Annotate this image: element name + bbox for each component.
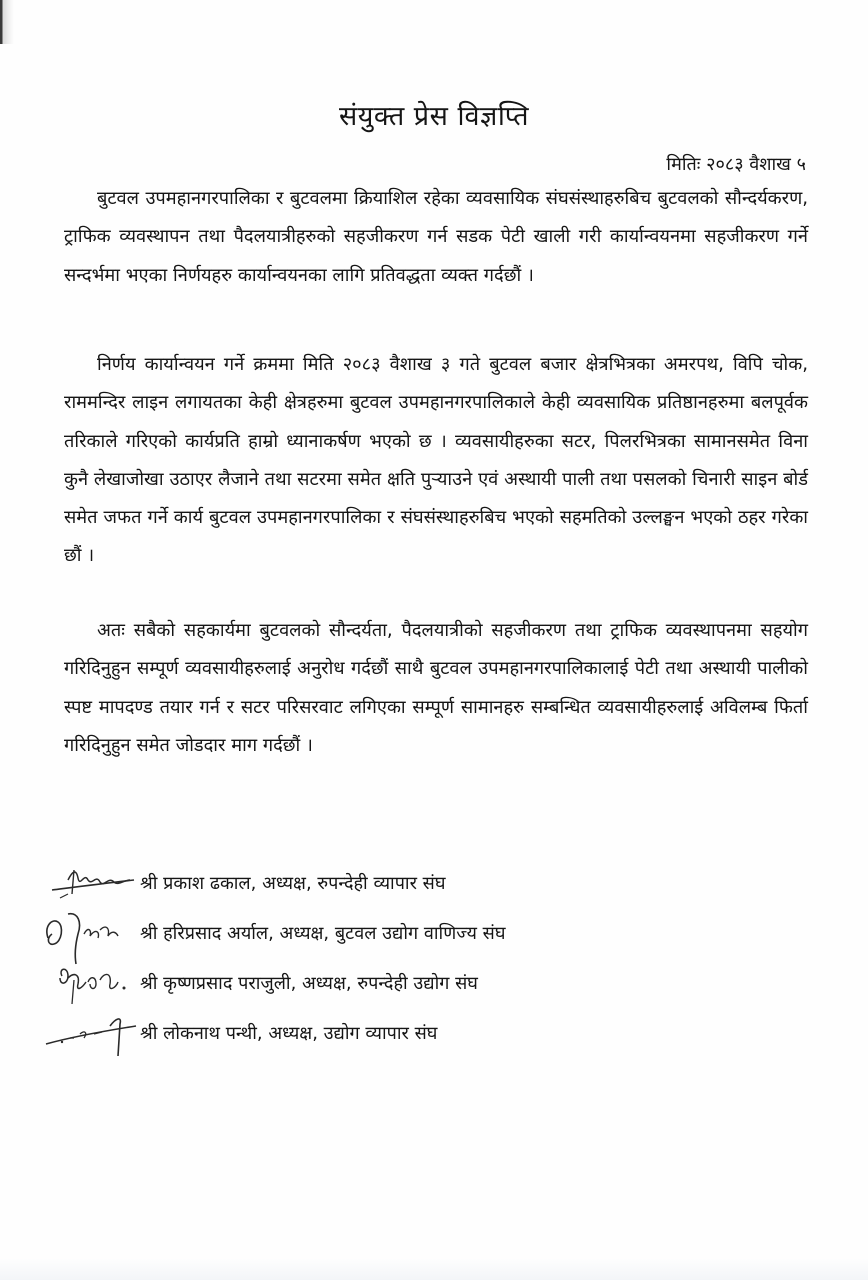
scan-bottom-edge [0,1258,868,1280]
signatory-name: श्री हरिप्रसाद अर्याल, अध्यक्ष, बुटवल उद्योग वाणिज्य संघ [140,923,506,944]
signatories-list [38,858,798,1058]
document-title: संयुक्त प्रेस विज्ञप्ति [338,101,530,132]
signatory-name: श्री प्रकाश ढकाल, अध्यक्ष, रुपन्देही व्यापार संघ [140,873,446,894]
handwritten-signature [38,908,136,958]
scan-edge-shadow [0,0,14,44]
body-paragraph: निर्णय कार्यान्वयन गर्ने क्रममा मिति २०८३ वैशाख ३ गते बुटवल बजार क्षेत्रभित्रका अमरपथ, विपि चोक, राममन्दिर लाइन लगायतका केही क्षेत्रहरुमा बुटवल उपमहानगरपालिकाले केही व्यवसायिक प्रतिष्ठानहरुमा बलपूर्वक तरिकाले गरिएको कार्यप्रति हाम्रो ध्यानाकर्षण भएको छ । व्यवसायीहरुका सटर, पिलरभित्रका सामानसमेत विना कुनै लेखाजोखा उठाएर लैजाने तथा सटरमा समेत क्षति पुऱ्याउने एवं अस्थायी पाली तथा पसलको चिनारी साइन बोर्ड समेत जफत गर्ने कार्य बुटवल उपमहानगरपालिका र संघसंस्थाहरुबिच भएको सहमतिको उल्लङ्घन भएको ठहर गरेका छौं । [64,354,808,567]
signatory-name: श्री कृष्णप्रसाद पराजुली, अध्यक्ष, रुपन्देही उद्योग संघ [140,973,478,994]
signatory-row [38,908,798,958]
document-date: मितिः २०८३ वैशाख ५ [666,154,806,175]
body-paragraph: अतः सबैको सहकार्यमा बुटवलको सौन्दर्यता, पैदलयात्रीको सहजीकरण तथा ट्राफिक व्यवस्थापनमा सहयोग गरिदिनुहुन सम्पूर्ण व्यवसायीहरुलाई अनुरोध गर्दछौं साथै बुटवल उपमहानगरपालिकालाई पेटी तथा अस्थायी पालीको स्पष्ट मापदण्ड तयार गर्न र सटर परिसरवाट लगिएका सम्पूर्ण सामानहरु सम्बन्धित व्यवसायीहरुलाई अविलम्ब फिर्ता गरिदिनुहुन समेत जोडदार माग गर्दछौं । [64,620,808,756]
handwritten-signature [38,858,136,908]
handwritten-signature [38,958,136,1008]
signatory-row [38,958,798,1008]
body-paragraph: बुटवल उपमहानगरपालिका र बुटवलमा क्रियाशिल रहेका व्यवसायिक संघसंस्थाहरुबिच बुटवलको सौन्दर्यकरण, ट्राफिक व्यवस्थापन तथा पैदलयात्रीहरुको सहजीकरण गर्न सडक पेटी खाली गरी कार्यान्वयनमा सहजीकरण गर्ने सन्दर्भमा भएका निर्णयहरु कार्यान्वयनका लागि प्रतिवद्धता व्यक्त गर्दछौं । [64,188,808,286]
signatory-row [38,1008,798,1058]
signatory-name: श्री लोकनाथ पन्थी, अध्यक्ष, उद्योग व्यापार संघ [140,1023,438,1044]
handwritten-signature [38,1008,136,1058]
signatory-row [38,858,798,908]
